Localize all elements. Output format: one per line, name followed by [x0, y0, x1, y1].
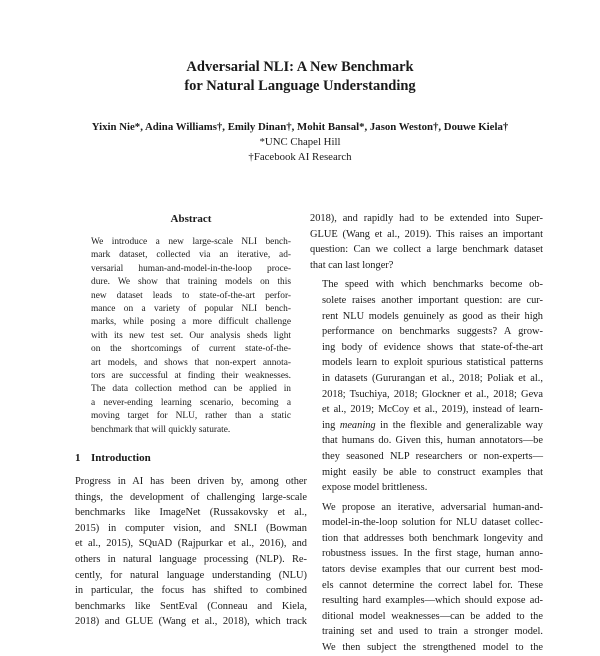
text-line: models learn to exploit spurious statistical patterns: [322, 357, 543, 369]
abstract-heading: Abstract: [170, 213, 212, 225]
intro-paragraph-3: [310, 500, 543, 656]
intro-paragraph-2: [310, 277, 543, 495]
text-line: rent NLU models genuinely as good as their high: [322, 310, 543, 322]
title-line-1: Adversarial NLI: A New Benchmark: [186, 59, 414, 75]
intro-paragraph-continued: [310, 211, 543, 273]
text-line: ing body of evidence shows that state-of-the-art: [322, 341, 543, 353]
text-line: 2015) in computer vision, and SNLI (Bowman: [75, 522, 307, 534]
section-heading-introduction: [75, 451, 307, 465]
right-column: [310, 211, 543, 656]
text-line: mance on a variety of popular NLI bench-: [91, 304, 291, 315]
text-line: benchmarks like SentEval (Conneau and Kiela,: [75, 600, 307, 612]
text-line: versarial human-and-model-in-the-loop proce-: [91, 263, 291, 274]
section-number: 1: [75, 452, 81, 465]
text-line: benchmark that will quickly saturate.: [91, 424, 231, 435]
text-line: they seasoned NLP researchers or non-experts—: [322, 450, 543, 462]
text-line: solete raises another important question: are cur-: [322, 294, 543, 306]
abstract-body: [91, 236, 291, 437]
text-line: We propose an iterative, adversarial human-and-: [322, 501, 543, 513]
text-line: resulting hard examples—which should expose ad-: [322, 595, 543, 607]
text-line: 2018; Tsuchiya, 2018; Glockner et al., 2018; Geva: [322, 388, 543, 400]
text-line: moving target for NLU, rather than a static: [91, 411, 291, 422]
text-line: others in natural language processing (NLP). Re-: [75, 554, 307, 566]
text-line: The data collection method can be applied in: [91, 384, 291, 395]
text-line: We then subject the strengthened model to the: [322, 642, 543, 654]
text-line: might easily be able to construct examples that: [322, 466, 543, 478]
text-line: et al., 2015), SQuAD (Rajpurkar et al., 2016), and: [75, 538, 307, 550]
text-line: 2018) and GLUE (Wang et al., 2018), which track: [75, 616, 307, 628]
text-line: et al., 2019; McCoy et al., 2019), instead of learn-: [322, 404, 543, 416]
affiliation-fair: †Facebook AI Research: [248, 151, 352, 163]
text-line: 2018), and rapidly had to be extended into Super-: [310, 213, 543, 224]
text-line: cently, for natural language understanding (NLU): [75, 569, 307, 581]
text-line: marks, while posing a more difficult challenge: [91, 317, 291, 328]
left-column: [75, 212, 307, 630]
text-line: performance on benchmarks suggests? A grow-: [322, 326, 543, 338]
text-line: robustness issues. In the first stage, human anno-: [322, 548, 543, 560]
text-line: GLUE (Wang et al., 2019). This raises an important: [310, 228, 543, 240]
text-line: tors are successful at finding their weaknesses.: [91, 371, 291, 382]
section-title: Introduction: [91, 452, 151, 465]
text-line: mark dataset, collected via an iterative, ad-: [91, 250, 291, 261]
text-line: question: Can we collect a large benchmark dataset: [310, 244, 543, 256]
text-line: ing meaning in the flexible and generalizable way: [322, 419, 543, 431]
text-line: dure. We show that training models on this: [91, 277, 291, 288]
title-line-2: for Natural Language Understanding: [184, 78, 416, 94]
text-line: art models, and shows that non-expert annota-: [91, 357, 291, 368]
text-line: model-in-the-loop solution for NLU dataset collec-: [322, 517, 543, 529]
text-line: new dataset leads to state-of-the-art perfor-: [91, 290, 291, 301]
text-line: that can last longer?: [310, 259, 394, 271]
text-line: a never-ending learning scenario, becoming a: [91, 397, 291, 408]
text-line: in datasets (Gururangan et al., 2018; Poliak et al.,: [322, 372, 543, 384]
text-line: els cannot determine the correct label for. These: [322, 579, 543, 591]
text-line: benchmarks like ImageNet (Russakovsky et al.,: [75, 507, 307, 519]
text-line: expose model brittleness.: [322, 482, 428, 494]
affiliations: [0, 135, 600, 165]
text-line: things, the development of challenging large-scale: [75, 491, 307, 503]
text-line: tators devise examples that our current best mod-: [322, 564, 543, 576]
text-line: tion that addresses both benchmark longevity and: [322, 532, 543, 544]
paper-title: [0, 58, 600, 96]
text-line: We introduce a new large-scale NLI bench-: [91, 237, 291, 247]
author-list: Yixin Nie*, Adina Williams†, Emily Dinan†, Mohit Bansal*, Jason Weston†, Douwe Kiela†: [91, 121, 509, 133]
text-line: training set and used to train a stronger model.: [322, 626, 543, 638]
text-line: Progress in AI has been driven by, among other: [75, 476, 307, 488]
text-line: in particular, the focus has shifted to combined: [75, 585, 307, 597]
text-line: The speed with which benchmarks become ob-: [322, 279, 543, 291]
text-line: ditional model weaknesses—can be added to the: [322, 610, 543, 622]
text-line: with its new test set. Our analysis sheds light: [91, 330, 291, 341]
text-line: on the shortcomings of current state-of-the-: [91, 344, 291, 355]
affiliation-unc: *UNC Chapel Hill: [259, 136, 341, 148]
intro-paragraph-1: [75, 474, 307, 630]
text-line: that humans do. Given this, human annotators—be: [322, 435, 543, 447]
